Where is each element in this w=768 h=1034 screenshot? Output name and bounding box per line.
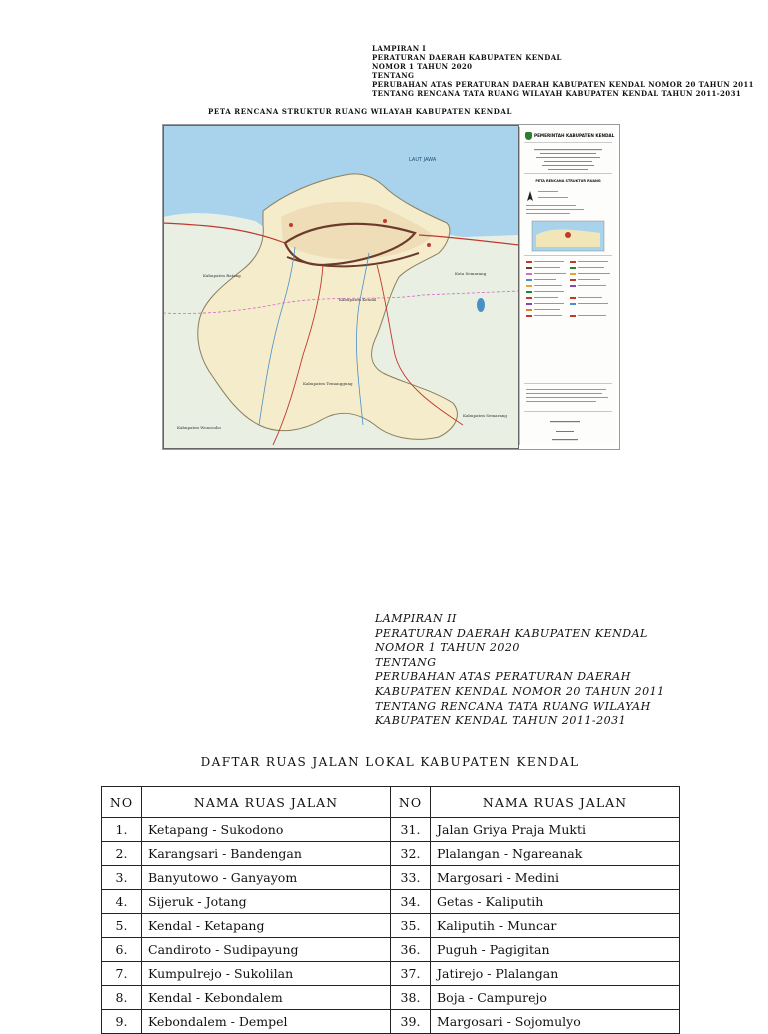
road-name: Sijeruk - Jotang: [142, 890, 391, 914]
column-header-name: NAMA RUAS JALAN: [431, 787, 680, 818]
road-list-table: [101, 786, 680, 1034]
table-header-row: [102, 787, 680, 818]
sea-label: LAUT JAWA: [409, 157, 437, 163]
row-number: 39.: [391, 1010, 431, 1034]
row-number: 3.: [102, 866, 142, 890]
lampiran-1-line: NOMOR 1 TAHUN 2020: [372, 62, 473, 71]
legend-graphics: [520, 127, 616, 445]
row-number: 7.: [102, 962, 142, 986]
table-row: [102, 818, 680, 842]
table-row: [102, 866, 680, 890]
lampiran-2-line: TENTANG RENCANA TATA RUANG WILAYAH: [375, 699, 651, 713]
lampiran-1-line: TENTANG: [372, 71, 415, 80]
row-number: 38.: [391, 986, 431, 1010]
road-name: Kendal - Ketapang: [142, 914, 391, 938]
road-name: Plalangan - Ngareanak: [431, 842, 680, 866]
city-marker: [427, 243, 431, 247]
map-title: PETA RENCANA STRUKTUR RUANG WILAYAH KABUPATEN KENDAL: [208, 107, 512, 116]
lampiran-2-line: NOMOR 1 TAHUN 2020: [375, 641, 520, 655]
lampiran-2-line: TENTANG: [375, 655, 437, 669]
row-number: 34.: [391, 890, 431, 914]
road-name: Getas - Kaliputih: [431, 890, 680, 914]
road-name: Puguh - Pagigitan: [431, 938, 680, 962]
table-row: [102, 1010, 680, 1034]
table-body: [102, 818, 680, 1034]
row-number: 8.: [102, 986, 142, 1010]
row-number: 2.: [102, 842, 142, 866]
lampiran-1-header: [372, 44, 754, 98]
region-label: Kota Semarang: [455, 271, 487, 276]
reservoir: [477, 298, 485, 312]
city-marker: [289, 223, 293, 227]
column-header-name: NAMA RUAS JALAN: [142, 787, 391, 818]
lampiran-1-line: PERATURAN DAERAH KABUPATEN KENDAL: [372, 53, 562, 62]
lampiran-2-header: [375, 612, 665, 729]
region-label: Kabupaten Batang: [203, 273, 241, 278]
inset-locator: [565, 232, 571, 238]
row-number: 4.: [102, 890, 142, 914]
lampiran-2-line: KABUPATEN KENDAL NOMOR 20 TAHUN 2011: [375, 684, 665, 698]
table-row: [102, 938, 680, 962]
row-number: 37.: [391, 962, 431, 986]
road-name: Jalan Griya Praja Mukti: [431, 818, 680, 842]
row-number: 32.: [391, 842, 431, 866]
road-name: Banyutowo - Ganyayom: [142, 866, 391, 890]
road-name: Kebondalem - Dempel: [142, 1010, 391, 1034]
row-number: 31.: [391, 818, 431, 842]
row-number: 9.: [102, 1010, 142, 1034]
map-legend-panel: [519, 127, 616, 445]
table-title: DAFTAR RUAS JALAN LOKAL KABUPATEN KENDAL: [200, 755, 580, 769]
row-number: 33.: [391, 866, 431, 890]
legend-subtitle: PETA RENCANA STRUKTUR RUANG: [535, 179, 601, 183]
row-number: 36.: [391, 938, 431, 962]
road-name: Kaliputih - Muncar: [431, 914, 680, 938]
road-name: Margosari - Sojomulyo: [431, 1010, 680, 1034]
row-number: 5.: [102, 914, 142, 938]
road-name: Karangsari - Bandengan: [142, 842, 391, 866]
city-marker: [383, 219, 387, 223]
lampiran-2-line: PERUBAHAN ATAS PERATURAN DAERAH: [375, 670, 631, 684]
table-row: [102, 914, 680, 938]
road-name: Kumpulrejo - Sukolilan: [142, 962, 391, 986]
table-row: [102, 890, 680, 914]
row-number: 35.: [391, 914, 431, 938]
lampiran-2-line: PERATURAN DAERAH KABUPATEN KENDAL: [375, 626, 648, 640]
road-name: Boja - Campurejo: [431, 986, 680, 1010]
road-name: Margosari - Medini: [431, 866, 680, 890]
lampiran-1-line: TENTANG RENCANA TATA RUANG WILAYAH KABUPATEN KENDAL TAHUN 2011-2031: [372, 89, 742, 98]
table-row: [102, 986, 680, 1010]
region-label: Kabupaten Kendal: [339, 297, 377, 302]
road-name: Jatirejo - Plalangan: [431, 962, 680, 986]
lampiran-2-line: KABUPATEN KENDAL TAHUN 2011-2031: [375, 714, 627, 728]
road-name: Kendal - Kebondalem: [142, 986, 391, 1010]
row-number: 1.: [102, 818, 142, 842]
region-label: Kabupaten Temanggung: [303, 381, 353, 386]
lampiran-2-line: LAMPIRAN II: [375, 612, 457, 625]
legend-header-text: PEMERINTAH KABUPATEN KENDAL: [534, 133, 615, 138]
road-name: Candiroto - Sudipayung: [142, 938, 391, 962]
map-figure: [162, 124, 620, 450]
north-arrow-icon: [527, 191, 533, 201]
column-header-no: NO: [391, 787, 431, 818]
region-label: Kabupaten Semarang: [463, 413, 507, 418]
region-label: Kabupaten Wonosobo: [177, 425, 221, 430]
table-row: [102, 842, 680, 866]
map-canvas: [163, 125, 519, 449]
table-row: [102, 962, 680, 986]
lampiran-1-line: PERUBAHAN ATAS PERATURAN DAERAH KABUPATEN KENDAL NOMOR 20 TAHUN 2011: [372, 80, 754, 89]
road-name: Ketapang - Sukodono: [142, 818, 391, 842]
column-header-no: NO: [102, 787, 142, 818]
lampiran-1-line: LAMPIRAN I: [372, 44, 426, 53]
row-number: 6.: [102, 938, 142, 962]
